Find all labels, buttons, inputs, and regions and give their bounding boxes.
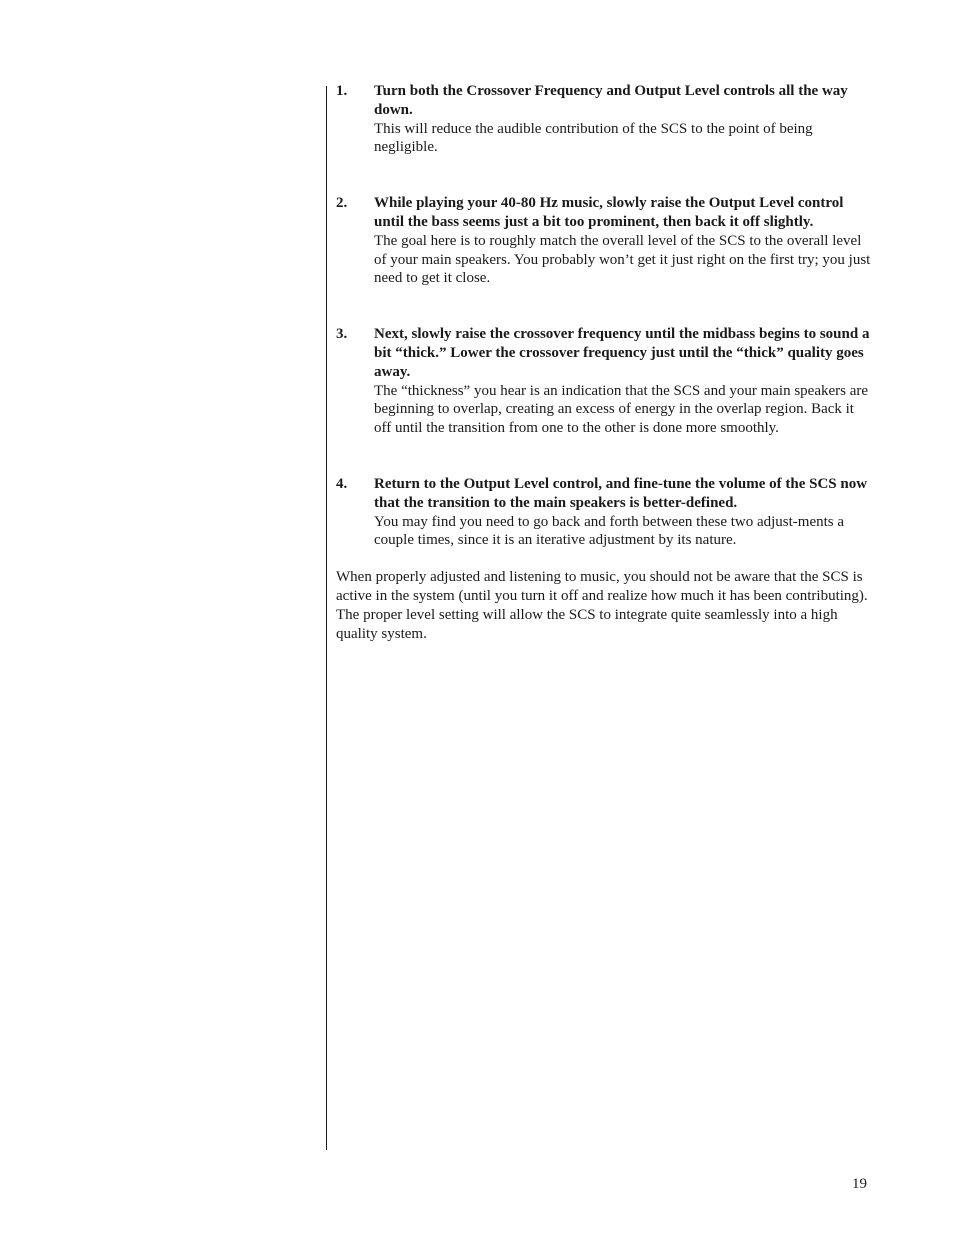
instructions-content: [336, 82, 872, 643]
step-number: 2.: [336, 195, 348, 212]
step-body: This will reduce the audible contribution of the SCS to the point of being negligible.: [374, 120, 813, 156]
step-body: The “thickness” you hear is an indication that the SCS and your main speakers are beginning to overlap, creating an excess of energy in the overlap region. Back it off until the transition from one to the other is done more smoothly.: [374, 382, 869, 437]
step-4: [336, 475, 872, 550]
step-heading: Turn both the Crossover Frequency and Output Level controls all the way down.: [374, 83, 848, 118]
step-2: [336, 194, 872, 288]
step-3: [336, 325, 872, 438]
step-body: The goal here is to roughly match the overall level of the SCS to the overall level of your main speakers. You probably won’t get it just right on the first try; you just need to get it close.: [374, 232, 871, 287]
closing-paragraph: When properly adjusted and listening to music, you should not be aware that the SCS is active in the system (until you turn it off and realize how much it has been contributing). The proper level setting will allow the SCS to integrate quite seamlessly into a high quality system.: [336, 569, 868, 642]
step-heading: While playing your 40-80 Hz music, slowly raise the Output Level control until the bass seems just a bit too prominent, then back it off slightly.: [374, 195, 844, 230]
step-1: [336, 82, 872, 157]
step-number: 1.: [336, 83, 348, 99]
step-heading: Next, slowly raise the crossover frequency until the midbass begins to sound a bit “thick.” Lower the crossover frequency just until the “thick” quality goes away.: [374, 326, 870, 380]
step-number: 3.: [336, 326, 348, 343]
page-number: 19: [852, 1176, 867, 1192]
margin-rule: [326, 86, 327, 1150]
step-number: 4.: [336, 475, 348, 492]
step-body: You may find you need to go back and forth between these two adjust-ments a couple times, since it is an iterative adjustment by its nature.: [374, 513, 845, 549]
step-heading: Return to the Output Level control, and fine-tune the volume of the SCS now that the transition to the main speakers is better-defined.: [374, 475, 868, 511]
